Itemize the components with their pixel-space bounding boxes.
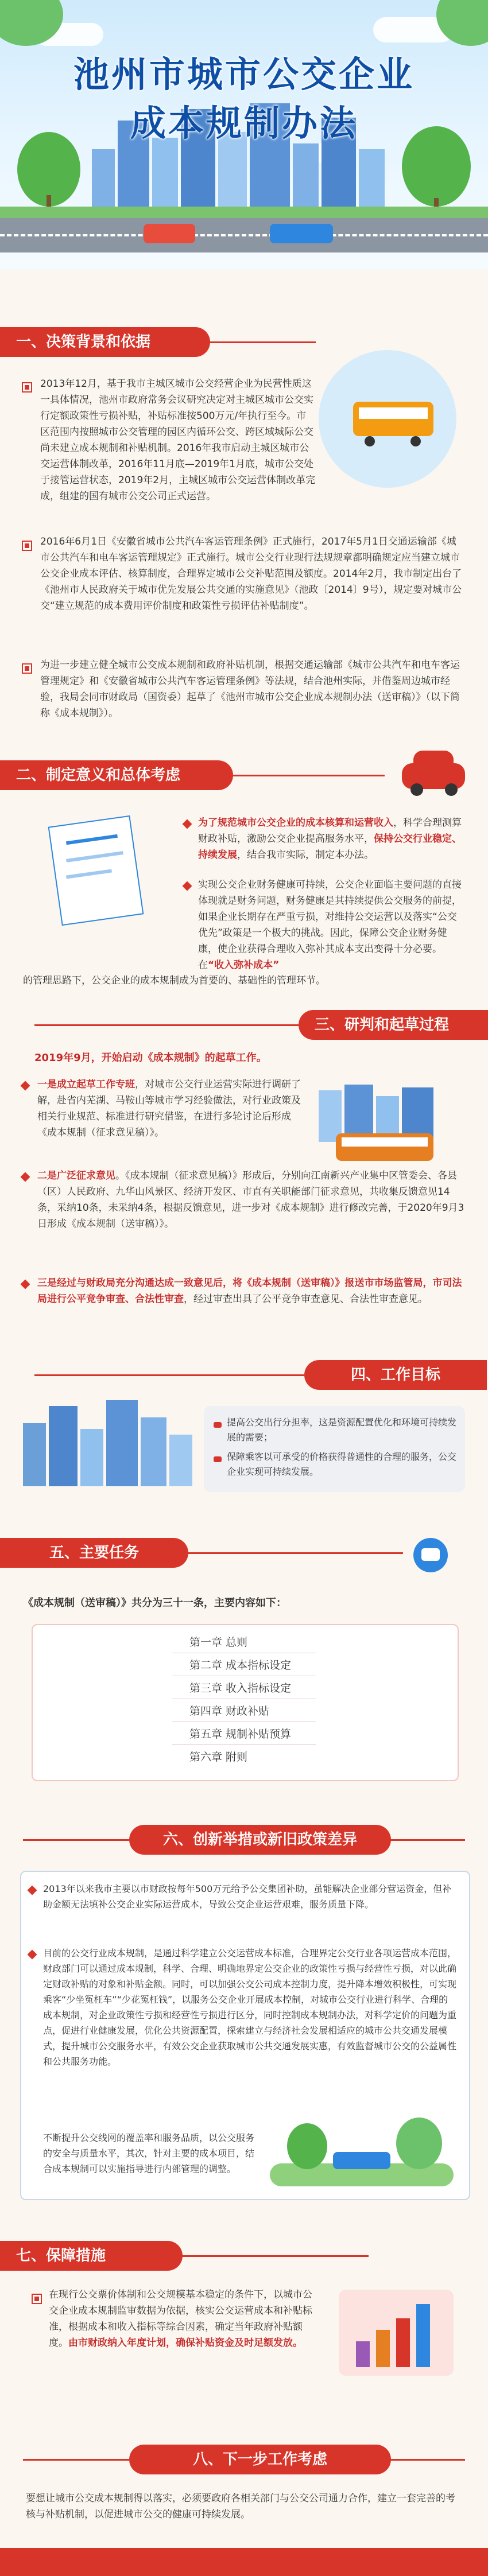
bus-icon [214, 1456, 222, 1462]
chapter-item: 第三章 收入指标设定 [189, 1682, 292, 1695]
bus-icon [214, 1422, 222, 1428]
bullet-marker [22, 663, 32, 674]
section-6-paragraph-1: 2013年以来我市主要以市财政按每年500万元给予公交集团补助，虽能解决企业部分营运资金，但补助金额无法填补公交企业实际运营成本，导致公交企业运营艰难，服务质量下降。 [43, 1883, 452, 1910]
bullet-marker [183, 881, 192, 891]
bus-badge-icon [413, 1538, 448, 1572]
section-3-heading: 三、研判和起草过程 [299, 1010, 488, 1040]
section-7-rule [150, 2255, 369, 2257]
goal-2: 保障乘客以可承受的价格获得普通性的合理的服务，公交企业实现可持续发展。 [227, 1451, 457, 1477]
page-title-line1: 池州市城市公交企业 [73, 53, 415, 95]
bullet-marker [21, 1081, 30, 1091]
bus-stop-illustration [319, 350, 456, 488]
section-6-heading: 六、创新举措或新旧政策差异 [129, 1825, 391, 1855]
section-6-paragraph-2: 目前的公交行业成本规制，是通过科学建立公交运营成本标准，合理界定公交行业各项运营成本范围，财政部门可以通过成本规制，科学、合理、明确地界定公交企业的政策性亏损与经营性亏损，对以此确定财政补贴的对象和补贴金额。同时，可以加强公交公司成本控制力度，提升降本增效积极性，可实现乘客“少坐冤枉车”“少花冤枉钱”，以服务公交企业开展成本控制，对城市公交行业进行科学、合理的成本规制，对企业政策性亏损和经营性亏损进行区分，同时控制成本规制办法，对科学定价的问题为重点，促进行业健康发展，优化公共资源配置，探索建立与经济社会发展相适应的城市公共交通发展模式，提升城市公交服务水平，有效公交企业获取城市公共交通发展实惠，有效监督城市公交的公益属性和公共服务功能。 [43, 1948, 457, 2067]
section-1-heading: 一、决策背景和依据 [0, 327, 210, 357]
section-2-paragraph-2: 实现公交企业财务健康可持续，公交企业面临主要问题的直接体现就是财务问题，财务健康是其持续提供公交服务的前提，如果企业长期存在严重亏损，对维持公交运营以及落实“公交优先”政策是一个极大的挑战。因此，保障公交企业财务健康，使企业获得合理收入弥补其成本支出变得十分必要。在“收入弥补成本” [198, 879, 462, 971]
page-title-line2: 成本规制办法 [130, 102, 358, 144]
footer-bar [0, 2548, 488, 2576]
skyline-illustration [23, 1400, 195, 1486]
divider [172, 1744, 316, 1745]
chapter-item: 第一章 总则 [189, 1636, 248, 1649]
goal-1: 提高公交出行分担率，这是资源配置优化和环境可持续发展的需要； [227, 1417, 457, 1443]
bullet-marker [22, 382, 32, 393]
bullet-marker [21, 1172, 30, 1182]
park-illustration [270, 2117, 454, 2186]
section-6-paragraph-3: 不断提升公交线网的覆盖率和服务品质，以公交服务的安全与质量水平，其次，针对主要的成本项目，结合成本规制可以实施指导进行内部管理的调整。 [43, 2132, 255, 2174]
section-8-rule-left [23, 2459, 129, 2461]
bullet-marker [32, 2294, 42, 2304]
section-7-heading: 七、保障措施 [0, 2241, 183, 2271]
section-2-heading: 二、制定意义和总体考虑 [0, 760, 233, 790]
section-5-heading: 五、主要任务 [0, 1538, 188, 1568]
section-2-paragraph-1: 为了规范城市公交企业的成本核算和运营收入，科学合理测算财政补贴，激励公交企业提高服务水平，保持公交行业稳定、持续发展，结合我市实际，制定本办法。 [198, 817, 462, 861]
section-8-heading: 八、下一步工作考虑 [129, 2445, 391, 2474]
section-3-item-1: 一是成立起草工作专班，对城市公交行业运营实际进行调研了解，赴省内芜湖、马鞍山等城市学习经验做法，对行业政策及相关行业规范、标准进行研究借鉴，在进行多轮讨论后形成《成本规制（征求意见稿）》。 [37, 1079, 301, 1139]
section-8-rule-right [359, 2459, 465, 2461]
bullet-marker [22, 541, 32, 551]
document-illustration [26, 815, 164, 930]
chapter-item: 第六章 附则 [189, 1751, 248, 1763]
section-7-paragraph-1: 在现行公交票价体制和公交规模基本稳定的条件下，以城市公交企业成本规制监审数据为依据，核实公交运营成本和补贴标准，根据成本和收入指标等综合因素，确定当年政府补贴额度。由市财政纳入年度计划，确保补贴资金及时足额发放。 [49, 2289, 312, 2349]
section-1-paragraph-2: 2016年6月1日《安徽省城市公共汽车客运管理条例》正式施行，2017年5月1日交通运输部《城市公共汽车和电车客运管理规定》正式施行。城市公交行业现行法规规章都明确规定应当建立城市公交企业成本评估、核算制度，合理界定城市公交补贴范围及额度。2014年2月，我市制定出台了《池州市人民政府关于城市优先发展公共交通的实施意见》（池政〔2014〕9号），规定要对城市公交“建立规范的成本费用评价制度和政策性亏损评估补贴制度”。 [40, 536, 462, 612]
section-1-paragraph-3: 为进一步建立健全城市公交成本规制和政府补贴机制，根据交通运输部《城市公共汽车和电车客运管理规定》和《安徽省城市公共汽车客运管理条例》等法规，结合池州实际，并借鉴周边城市经验，我局会同市财政局（国资委）起草了《池州市城市公交企业成本规制办法（送审稿）》（以下简称《成本规制》）。 [40, 659, 460, 719]
section-3-rule [34, 1024, 299, 1026]
section-2-rule [201, 775, 385, 776]
car-icon [402, 746, 465, 798]
section-6-rule-right [359, 1839, 465, 1841]
section-3-item-3: 三是经过与财政局充分沟通达成一致意见后，将《成本规制（送审稿）》报送市市场监管局，市司法局进行公平竞争审查、合法性审查，经过审查出具了公平竞争审查意见、合法性审查意见。 [37, 1277, 462, 1305]
city-bus-illustration [313, 1085, 462, 1171]
section-3-subhead: 2019年9月，开始启动《成本规制》的起草工作。 [34, 1052, 267, 1064]
chapter-item: 第五章 规制补贴预算 [189, 1728, 292, 1740]
chapter-item: 第二章 成本指标设定 [189, 1659, 292, 1672]
section-1-paragraph-1: 2013年12月，基于我市主城区城市公交经营企业为民营性质这一具体情况，池州市政府常务会议研究决定对主城区城市公交实行定额政策性亏损补贴，补贴标准按500万元/年执行至今。市区范围内按照城市公交管理的园区内循环公交、跨区域城际公交尚未建立成本规制和补贴机制。2016年我市启动主城区城市公交运营体制改革，2016年11月底—2019年1月底，城市公交处于接管运营状态，2019年2月，主城区城市公交运营体制改革完成，组建的国有城市公交公司正式运营。 [40, 378, 316, 502]
section-1-rule [178, 341, 316, 343]
hero-banner [0, 0, 488, 270]
section-4-rule [34, 1374, 304, 1376]
section-5-intro: 《成本规制（送审稿）》共分为三十一条，主要内容如下： [23, 1597, 286, 1609]
section-8-paragraph-1: 要想让城市公交成本规制得以落实，必须要政府各相关部门与公交公司通力合作，建立一套完善的考核与补贴机制，以促进城市公交的健康可持续发展。 [26, 2493, 455, 2520]
section-3-item-2: 二是广泛征求意见。《成本规制（征求意见稿）》形成后，分别向江南新兴产业集中区管委会、各县（区）人民政府、九华山风景区、经济开发区、市直有关职能部门征求意见，共收集反馈意见14条，采纳10条，未采纳4条，根据反馈意见，进一步对《成本规制》进行修改完善，于2020年9月3日形成《成本规制（送审稿）》。 [37, 1170, 464, 1230]
chart-growth-illustration [327, 2272, 465, 2387]
bullet-marker [183, 819, 192, 829]
section-2-paragraph-2-continued: 的管理思路下，公交企业的成本规制成为首要的、基础性的管理环节。 [23, 975, 326, 986]
bullet-marker [21, 1280, 30, 1289]
section-4-heading: 四、工作目标 [304, 1360, 487, 1390]
section-6-rule-left [23, 1839, 129, 1841]
section-5-rule [156, 1552, 403, 1554]
chapter-item: 第四章 财政补贴 [189, 1705, 270, 1718]
